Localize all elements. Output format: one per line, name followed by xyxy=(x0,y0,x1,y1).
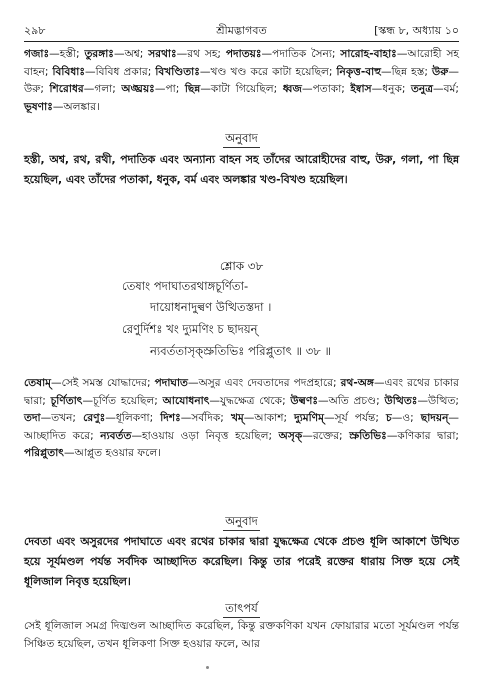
verse-heading xyxy=(24,258,459,275)
synonym-meaning: —ধনুক; xyxy=(371,83,411,96)
synonym-word: অসৃক্ xyxy=(278,429,303,442)
synonym-word: সরথাঃ xyxy=(148,48,177,60)
translation-1-text: হস্তী, অশ্ব, রথ, রথী, পদাতিক এবং অন্যান্য বাহন সহ তাঁদের আরোহীদের বাহু, উরু, গলা, পা ছিন্ন হয়েছিল, এবং তাঁদের পতাকা, ধনুক, বর্ম এবং অলঙ্কার খণ্ড-বিখণ্ড হয়েছিল। xyxy=(24,153,459,186)
synonym-word: অঙ্ঘ্রয়ঃ xyxy=(121,83,155,96)
page-number: ২৯৮ xyxy=(24,24,46,37)
synonym-word: উরু xyxy=(432,65,449,78)
purport-heading xyxy=(24,600,459,618)
anubad-heading-2 xyxy=(24,513,459,531)
synonym-word: ন্যবর্তত xyxy=(100,429,132,442)
anubad-heading-2-text: অনুবাদ xyxy=(223,513,260,531)
synonym-meaning: —আচ্ছাদিত করে; xyxy=(24,412,459,442)
page-speck xyxy=(206,666,209,669)
synonym-word: পদাঘাত xyxy=(154,377,188,389)
synonym-word: তেষাম্ xyxy=(24,377,52,389)
book-title: শ্রীমদ্ভাগবত xyxy=(216,24,267,37)
synonym-word: গজাঃ xyxy=(24,48,50,60)
translation-1 xyxy=(24,150,459,190)
purport xyxy=(24,618,459,653)
synonym-word: ছিন্ন xyxy=(184,83,201,96)
synonym-meaning: —তখন; xyxy=(40,412,84,425)
translation-2-text: দেবতা এবং অসুরদের পদাঘাতে এবং রথের চাকার দ্বারা যুদ্ধক্ষেত্র থেকে প্রচণ্ড ধূলি আকাশে উত্থিত হয়ে সূর্যমণ্ডল পর্যন্ত সর্বদিক আচ্ছাদিত করেছিল। কিন্তু তার পরেই রক্তের ধারায় সিক্ত হয়ে সেই ধূলিজাল নিবৃত্ত হয়েছিল। xyxy=(24,535,459,588)
verse-line-4: ন্যবর্ততাসৃক্স্রুতিভিঃ পরিপ্লুতাৎ ॥ ৩৮ ॥ xyxy=(150,344,332,358)
synonym-word: চূর্ণিতাৎ xyxy=(50,394,83,407)
synonym-word: দিশঃ xyxy=(160,412,181,425)
synonym-word: ধ্বজ xyxy=(282,83,302,96)
translation-2 xyxy=(24,532,459,592)
synonym-meaning: —বর্ম; xyxy=(433,83,459,96)
synonym-meaning: —পদাতিক সৈন্য; xyxy=(261,48,341,60)
synonym-meaning: —অসুর এবং দেবতাদের পদপ্রহারে; xyxy=(188,377,341,389)
synonyms-38 xyxy=(24,375,459,463)
synonym-meaning: —রক্তের; xyxy=(302,429,350,442)
verse-line-3: রেণুর্দিশঃ খং দ্যুমণিং চ ছাদয়ন্ xyxy=(122,322,258,336)
synonym-meaning: —পতাকা; xyxy=(301,83,351,96)
synonym-word: উল্বণঃ xyxy=(290,394,319,407)
synonym-meaning: —উত্থিত; xyxy=(417,394,459,407)
synonym-meaning: —ধূলিকণা; xyxy=(105,412,161,425)
synonym-meaning: —খণ্ড খণ্ড করে কাটা হয়েছিল; xyxy=(199,65,337,78)
synonym-meaning: —রথ সহ; xyxy=(176,48,226,60)
synonym-word: স্রুতিভিঃ xyxy=(349,429,387,442)
synonym-word: বিখণ্ডিতাঃ xyxy=(155,65,200,78)
anubad-heading-1-text: অনুবাদ xyxy=(223,130,260,148)
synonym-meaning: —কণিকার দ্বারা; xyxy=(386,429,459,442)
synonym-word: তুরঙ্গাঃ xyxy=(84,48,114,60)
canto-chapter-label: [স্কন্ধ ৮, অধ্যায় ১০ xyxy=(374,24,459,37)
synonym-meaning: —হাওয়ায় ওড়া নিবৃত্ত হয়েছিল; xyxy=(131,429,279,442)
verse-line-2: দায়োধনাদুল্বণ উত্থিতস্তদা । xyxy=(150,300,272,314)
synonym-word: পদাতয়ঃ xyxy=(225,48,262,60)
purport-text: সেই ধূলিজাল সমগ্র দিঙ্মণ্ডল আচ্ছাদিত করেছিল, কিন্তু রক্তকণিকা যখন ফোয়ারার মতো সূর্যমণ্ডল পর্যন্ত সিঞ্চিত হয়েছিল, তখন ধূলিকণা সিক্ত হওয়ার ফলে, আর xyxy=(24,620,459,650)
synonym-meaning: —অশ্ব; xyxy=(113,48,149,60)
synonym-word: উত্থিতঃ xyxy=(384,394,418,407)
synonym-word: খম্ xyxy=(230,412,244,425)
synonym-meaning: —আকাশ; xyxy=(243,412,295,425)
synonyms-top xyxy=(24,46,459,116)
synonym-meaning: —কাটা গিয়েছিল; xyxy=(200,83,283,96)
synonym-meaning: —সেই সমস্ত যোদ্ধাদের; xyxy=(51,377,155,389)
synonym-word: শিরোধর xyxy=(49,83,84,96)
synonym-meaning: —ছিন্ন হস্ত; xyxy=(381,65,432,78)
synonym-word: চ xyxy=(386,412,392,425)
purport-heading-text: তাৎপর্য xyxy=(223,600,260,618)
synonym-word: ছাদয়ন্ xyxy=(420,412,449,425)
synonym-meaning: —আরোহী সহ বাহন; xyxy=(24,48,460,78)
synonym-meaning: —গলা; xyxy=(83,83,122,96)
synonym-meaning: —সর্বদিক; xyxy=(180,412,231,425)
synonym-word: পরিপ্লুতাৎ xyxy=(24,447,64,460)
synonym-word: সারোহ-বাহাঃ xyxy=(340,48,397,60)
synonym-meaning: —ও; xyxy=(391,412,421,425)
synonym-meaning: —এবং রথের চাকার দ্বারা; xyxy=(24,377,459,407)
synonym-word: তনুত্র xyxy=(410,83,434,96)
synonym-word: রথ-অঙ্গ xyxy=(340,377,374,389)
synonym-word: রেণুঃ xyxy=(83,412,106,425)
synonym-meaning: —পা; xyxy=(154,83,185,96)
header-rule xyxy=(24,41,459,42)
synonym-meaning: —চূর্ণিত হয়েছিল; xyxy=(82,394,163,407)
synonym-meaning: —আপ্লুত হওয়ার ফলে। xyxy=(63,447,162,460)
synonym-word: আযোধনাৎ xyxy=(162,394,210,407)
synonym-word: ভূষণাঃ xyxy=(24,100,53,113)
synonym-word: দ্যুমণিম্ xyxy=(294,412,324,425)
synonym-word: তদা xyxy=(24,412,41,425)
synonym-word: বিবিধাঃ xyxy=(52,65,86,78)
sanskrit-verse xyxy=(24,276,459,364)
running-header xyxy=(24,22,459,40)
synonym-word: নিকৃত্ত-বাহু xyxy=(336,65,382,78)
synonym-meaning: —যুদ্ধক্ষেত্র থেকে; xyxy=(209,394,291,407)
synonym-meaning: —উরু; xyxy=(24,65,459,96)
anubad-heading-1 xyxy=(24,130,459,148)
synonym-meaning: —সূর্য পর্যন্ত; xyxy=(323,412,387,425)
verse-line-1: তেষাং পদাঘাতরথাঙ্গচূর্ণিতা- xyxy=(122,279,249,293)
synonym-meaning: —অলঙ্কার। xyxy=(52,100,100,113)
synonym-word: ইষ্বাস xyxy=(350,83,372,96)
synonym-meaning: —অতি প্রচণ্ড; xyxy=(318,394,385,407)
synonym-meaning: —বিবিধ প্রকার; xyxy=(85,65,156,78)
verse-heading-text: শ্লোক ৩৮ xyxy=(219,259,264,273)
synonym-meaning: —হস্তী; xyxy=(49,48,85,60)
